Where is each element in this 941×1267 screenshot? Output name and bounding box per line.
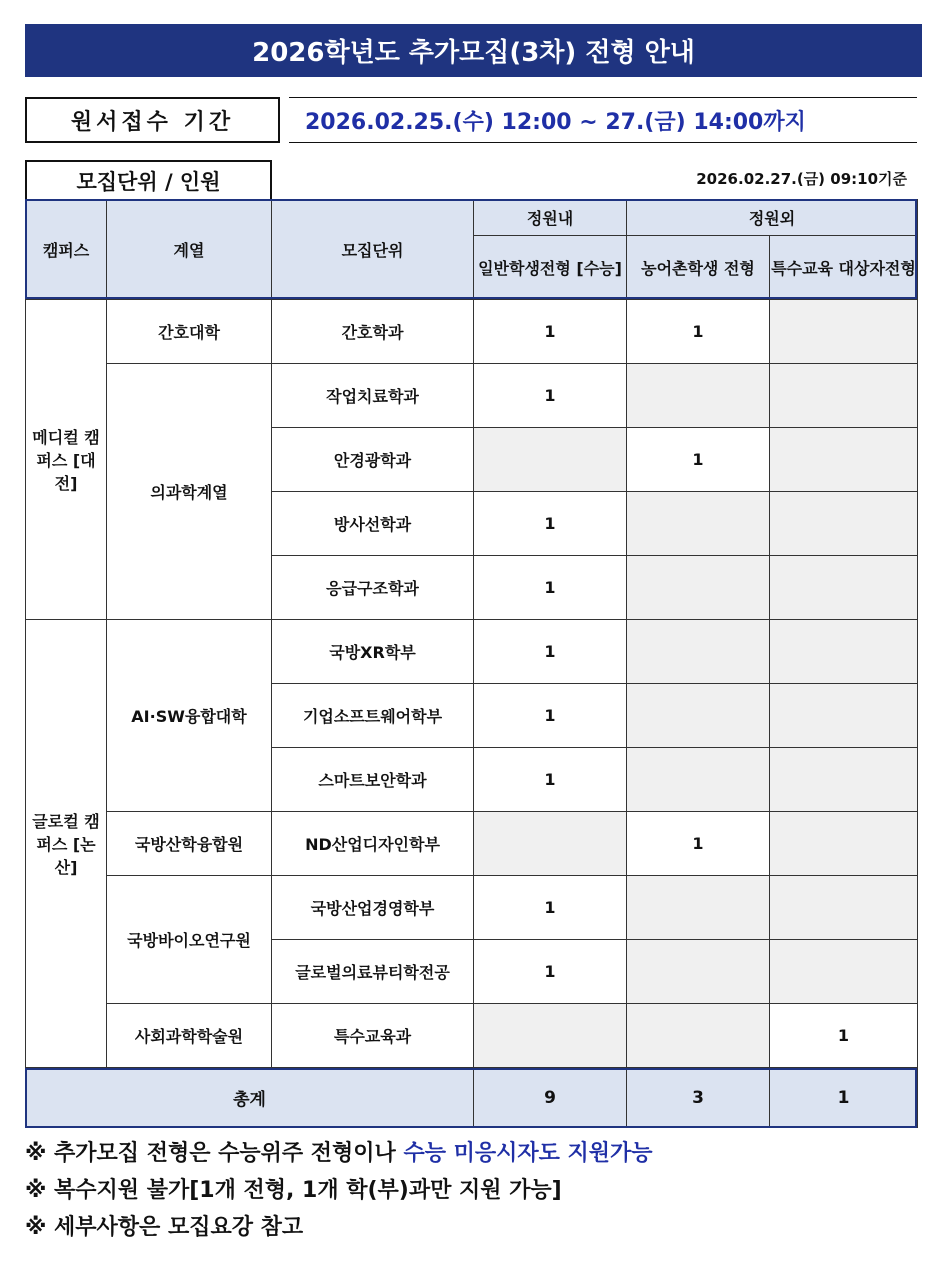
unit-cell: 스마트보안학과 [272,748,474,812]
rural-count [627,940,770,1004]
division-cell: AI·SW융합대학 [107,620,272,812]
unit-cell: 글로벌의료뷰티학전공 [272,940,474,1004]
unit-cell: 간호학과 [272,300,474,364]
unit-cell: 기업소프트웨어학부 [272,684,474,748]
recruitment-units-label: 모집단위 / 인원 [25,160,272,200]
table-row [26,812,918,876]
header-within-quota: 정원내 [474,200,627,236]
general-count: 1 [474,620,627,684]
special-count [770,684,918,748]
header-special: 특수교육 대상자전형 [770,236,918,300]
general-count [474,812,627,876]
table-row [26,364,918,428]
unit-cell: 국방산업경영학부 [272,876,474,940]
note-1 [25,1135,653,1172]
special-count [770,300,918,364]
application-period-value: 2026.02.25.(수) 12:00 ~ 27.(금) 14:00까지 [305,109,806,135]
rural-count [627,620,770,684]
special-count [770,876,918,940]
unit-cell: 응급구조학과 [272,556,474,620]
general-count: 1 [474,876,627,940]
campus-cell-medical: 메디컬 캠퍼스 [대전] [26,300,107,620]
rural-count [627,492,770,556]
general-count: 1 [474,364,627,428]
general-count: 1 [474,940,627,1004]
rural-count: 1 [627,812,770,876]
header-unit: 모집단위 [272,200,474,300]
general-count [474,428,627,492]
total-row [26,1068,918,1128]
rural-count [627,364,770,428]
as-of-timestamp: 2026.02.27.(금) 09:10기준 [696,170,907,188]
rural-count [627,556,770,620]
table-row [26,1004,918,1068]
special-count [770,492,918,556]
general-count [474,1004,627,1068]
unit-cell: 안경광학과 [272,428,474,492]
table-row [26,300,918,364]
note-3: ※ 세부사항은 모집요강 참고 [25,1215,304,1240]
rural-count: 1 [627,428,770,492]
special-count [770,940,918,1004]
general-count: 1 [474,492,627,556]
division-cell: 의과학계열 [107,364,272,620]
header-division: 계열 [107,200,272,300]
special-count: 1 [770,1004,918,1068]
recruitment-table [25,199,918,1128]
rural-count [627,684,770,748]
special-count [770,428,918,492]
unit-cell: 작업치료학과 [272,364,474,428]
page-title: 2026학년도 추가모집(3차) 전형 안내 [25,24,922,77]
note-1-text: ※ 추가모집 전형은 수능위주 전형이나 [25,1141,404,1166]
divider [289,97,917,98]
general-count: 1 [474,556,627,620]
division-cell: 국방산학융합원 [107,812,272,876]
special-count [770,556,918,620]
total-special: 1 [770,1068,918,1128]
table-row [26,620,918,684]
header-general: 일반학생전형 [수능] [474,236,627,300]
general-count: 1 [474,300,627,364]
general-count: 1 [474,748,627,812]
unit-cell: 국방XR학부 [272,620,474,684]
division-cell: 사회과학학술원 [107,1004,272,1068]
division-cell: 국방바이오연구원 [107,876,272,1004]
unit-cell: ND산업디자인학부 [272,812,474,876]
unit-cell: 방사선학과 [272,492,474,556]
rural-count [627,1004,770,1068]
note-2: ※ 복수지원 불가[1개 전형, 1개 학(부)과만 지원 가능] [25,1178,562,1203]
application-period-label: 원서접수 기간 [25,97,280,143]
header-campus: 캠퍼스 [26,200,107,300]
special-count [770,620,918,684]
division-cell: 간호대학 [107,300,272,364]
total-label: 총계 [26,1068,474,1128]
header-outside-quota: 정원외 [627,200,918,236]
total-general: 9 [474,1068,627,1128]
rural-count: 1 [627,300,770,364]
unit-cell: 특수교육과 [272,1004,474,1068]
campus-cell-global: 글로컬 캠퍼스 [논산] [26,620,107,1068]
general-count: 1 [474,684,627,748]
table-row [26,876,918,940]
header-rural: 농어촌학생 전형 [627,236,770,300]
special-count [770,812,918,876]
special-count [770,748,918,812]
rural-count [627,748,770,812]
total-rural: 3 [627,1068,770,1128]
rural-count [627,876,770,940]
note-1-highlight: 수능 미응시자도 지원가능 [403,1141,653,1166]
special-count [770,364,918,428]
divider [289,142,917,143]
notes [25,1135,653,1246]
